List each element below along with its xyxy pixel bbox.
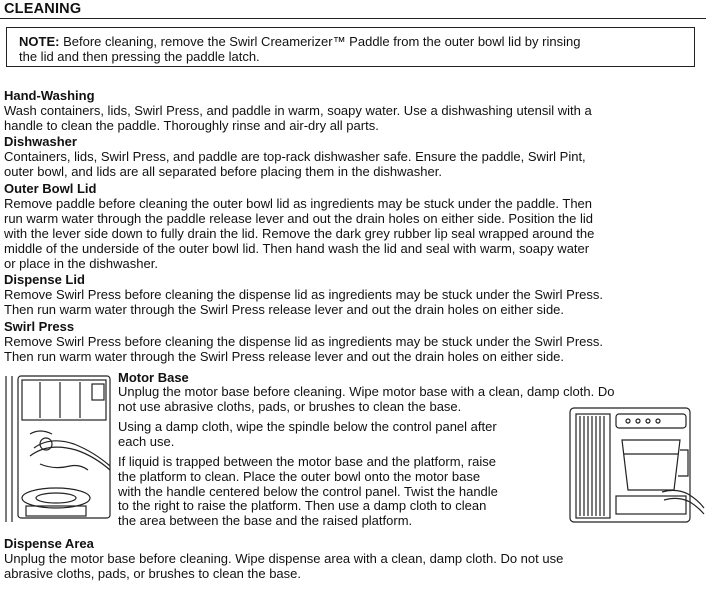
note-line-2: the lid and then pressing the paddle latch. bbox=[19, 49, 260, 64]
section-line: Unplug the motor base before cleaning. Wipe motor base with a clean, damp cloth. Do bbox=[118, 384, 615, 399]
page-title: CLEANING bbox=[4, 1, 82, 17]
note-text-1: Before cleaning, remove the Swirl Creamerizer™ Paddle from the outer bowl lid by rinsing bbox=[63, 34, 581, 49]
title-divider bbox=[0, 18, 706, 19]
section-dishwasher bbox=[4, 134, 704, 179]
section-outer-bowl-lid bbox=[4, 181, 704, 271]
note-line-1 bbox=[19, 34, 684, 49]
section-line: not use abrasive cloths, pads, or brushes to clean the base. bbox=[118, 398, 462, 414]
section-heading: Hand-Washing bbox=[4, 88, 95, 103]
section-line: Wash containers, lids, Swirl Press, and paddle in warm, soapy water. Use a dishwashing utensil with a bbox=[4, 103, 592, 118]
section-hand-washing bbox=[4, 88, 704, 133]
section-line: run warm water through the paddle release lever and out the drain holes on either side. Position the lid bbox=[4, 211, 593, 226]
section-heading: Dispense Area bbox=[4, 536, 94, 551]
section-line: Remove Swirl Press before cleaning the dispense lid as ingredients may be stuck under the Swirl Press. bbox=[4, 287, 604, 302]
section-line: Unplug the motor base before cleaning. Wipe dispense area with a clean, damp cloth. Do not use bbox=[4, 551, 564, 566]
platform-raise-illustration bbox=[566, 404, 706, 526]
section-dispense-area bbox=[4, 536, 704, 581]
section-line: or place in the dishwasher. bbox=[4, 256, 158, 271]
section-line: Remove paddle before cleaning the outer bowl lid as ingredients may be stuck under the paddle. Then bbox=[4, 196, 593, 211]
section-swirl-press bbox=[4, 319, 704, 364]
section-heading: Dispense Lid bbox=[4, 272, 85, 287]
section-line: to the right to raise the platform. Then use a damp cloth to clean bbox=[118, 498, 487, 514]
section-line: middle of the underside of the outer bowl lid. Then hand wash the lid and seal with warm, soapy water bbox=[4, 241, 590, 256]
section-line: If liquid is trapped between the motor base and the platform, raise bbox=[118, 454, 496, 470]
note-label: NOTE: bbox=[19, 34, 60, 49]
note-box bbox=[6, 27, 695, 67]
section-line: Then run warm water through the Swirl Press release lever and out the drain holes on either side. bbox=[4, 302, 565, 317]
section-line: with the handle centered below the control panel. Twist the handle bbox=[118, 483, 498, 499]
section-line: abrasive cloths, pads, or brushes to clean the base. bbox=[4, 566, 302, 581]
section-line: the platform to clean. Place the outer bowl onto the motor base bbox=[118, 468, 481, 484]
section-heading: Dishwasher bbox=[4, 134, 77, 149]
section-heading: Swirl Press bbox=[4, 319, 75, 334]
spindle-cleaning-illustration bbox=[0, 374, 114, 524]
section-line: with the lever side down to fully drain the lid. Remove the dark grey rubber lip seal wrapped around the bbox=[4, 226, 595, 241]
section-motor-base bbox=[118, 371, 614, 528]
section-line: Using a damp cloth, wipe the spindle below the control panel after bbox=[118, 419, 497, 435]
section-line: Then run warm water through the Swirl Press release lever and out the drain holes on either side. bbox=[4, 349, 565, 364]
section-heading: Outer Bowl Lid bbox=[4, 181, 97, 196]
section-heading: Motor Base bbox=[118, 370, 189, 385]
section-line: each use. bbox=[118, 433, 175, 449]
section-line: handle to clean the paddle. Thoroughly rinse and air-dry all parts. bbox=[4, 118, 379, 133]
section-line: Remove Swirl Press before cleaning the dispense lid as ingredients may be stuck under the Swirl Press. bbox=[4, 334, 604, 349]
section-line: outer bowl, and lids are all separated before placing them in the dishwasher. bbox=[4, 164, 442, 179]
section-line: the area between the base and the raised platform. bbox=[118, 512, 413, 528]
section-dispense-lid bbox=[4, 272, 704, 317]
section-line: Containers, lids, Swirl Press, and paddle are top-rack dishwasher safe. Ensure the paddle, Swirl Pint, bbox=[4, 149, 586, 164]
